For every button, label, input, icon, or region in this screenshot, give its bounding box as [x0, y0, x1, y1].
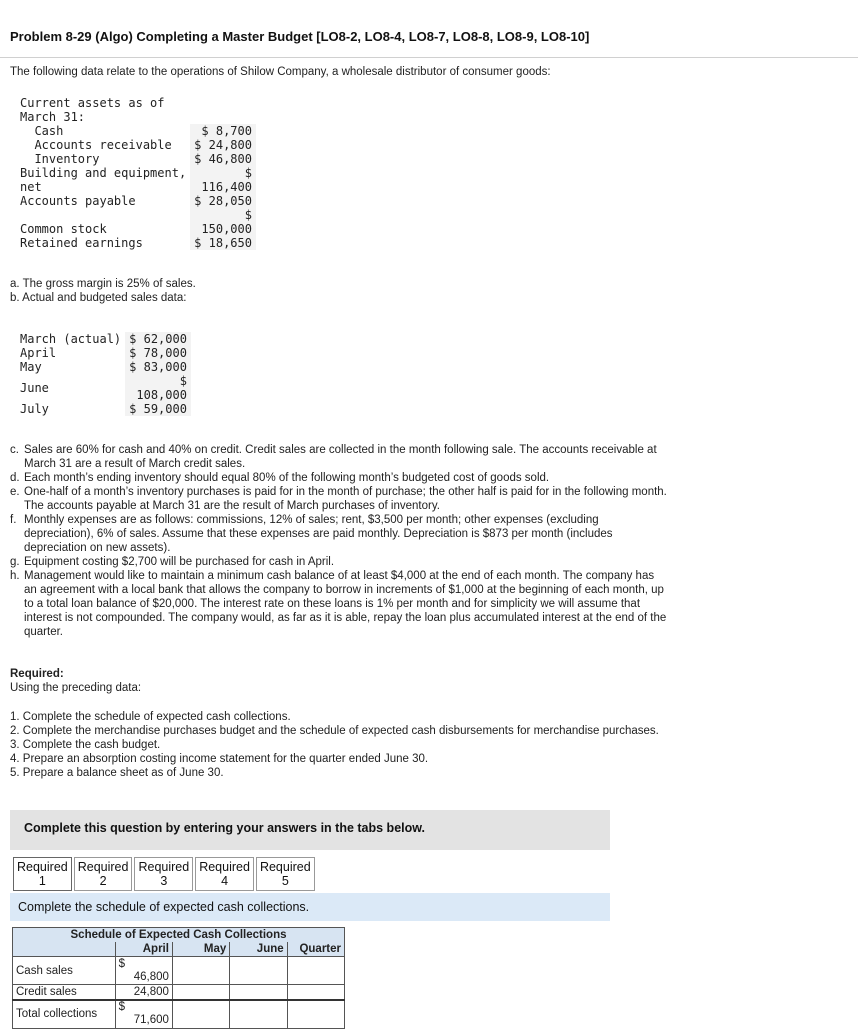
note-letter: e.	[10, 486, 20, 498]
table-row	[16, 346, 191, 360]
tab-label: Required	[138, 860, 190, 874]
row-label: April	[20, 346, 57, 360]
table-row	[16, 360, 191, 374]
table-header-row	[13, 942, 345, 957]
row-label: May	[20, 360, 42, 374]
note-text: Monthly expenses are as follows: commissions, 12% of sales; rent, $3,500 per month; other expenses (excluding depreciation), 6% of sales. Assume that these expenses are paid monthly. Depreciation is $873 per month (includes depreciation on new assets).	[24, 514, 613, 554]
row-label: net	[20, 180, 42, 194]
note-item	[10, 471, 670, 485]
row-value: $ 83,000	[125, 360, 191, 374]
notes-list	[10, 443, 670, 639]
balance-table	[16, 124, 256, 250]
quarter-credit-sales-input[interactable]	[287, 985, 344, 1001]
tab-number: 1	[38, 874, 46, 888]
balance-heading-line: Current assets as of	[20, 96, 165, 110]
column-header: Quarter	[287, 942, 344, 957]
instruction-text: Complete the schedule of expected cash collections.	[18, 900, 310, 914]
column-header: June	[230, 942, 287, 957]
row-label: Accounts receivable	[20, 138, 172, 152]
dollar-sign: $	[118, 957, 126, 970]
april-cash-sales: 46,800	[133, 970, 169, 983]
header-blank	[13, 942, 116, 957]
note-text: Sales are 60% for cash and 40% on credit. Credit sales are collected in the month following sale. The accounts receivable at March 31 are a result of March credit sales.	[24, 444, 657, 470]
note-letter: g.	[10, 556, 20, 568]
table-row	[16, 194, 256, 208]
row-value: $ 28,050	[190, 194, 256, 208]
row-value: $ 62,000	[125, 332, 191, 346]
quarter-cash-sales-input[interactable]	[287, 957, 344, 985]
tab-required-2[interactable]	[74, 857, 133, 891]
table-row	[16, 332, 191, 346]
table-row	[16, 374, 191, 402]
table-row	[16, 166, 256, 180]
note-text: Equipment costing $2,700 will be purchased for cash in April.	[24, 556, 335, 568]
row-value-part: $	[179, 374, 187, 388]
row-label: Building and equipment,	[20, 166, 187, 180]
intro-text: The following data relate to the operations of Shilow Company, a wholesale distributor of consumer goods:	[10, 66, 551, 78]
row-label: July	[20, 402, 49, 416]
schedule-title: Schedule of Expected Cash Collections	[13, 928, 345, 943]
required-heading: Required:	[10, 668, 64, 680]
tab-number: 3	[160, 874, 168, 888]
required-intro: Using the preceding data:	[10, 682, 142, 694]
row-value: $ 24,800	[190, 138, 256, 152]
table-row	[16, 222, 256, 236]
june-cash-sales-input[interactable]	[230, 957, 287, 985]
row-value: $ 46,800	[190, 152, 256, 166]
row-value: 116,400	[190, 180, 256, 194]
table-row	[13, 957, 345, 985]
problem-title: Problem 8-29 (Algo) Completing a Master Budget [LO8-2, LO8-4, LO8-7, LO8-8, LO8-9, LO8-10]	[10, 29, 590, 44]
april-credit-sales: 24,800	[115, 985, 172, 1001]
instruction-banner	[10, 893, 610, 921]
tab-required-5[interactable]	[256, 857, 315, 891]
april-total-collections: 71,600	[133, 1014, 169, 1027]
row-value: $ 18,650	[190, 236, 256, 250]
tab-number: 4	[221, 874, 229, 888]
note-item	[10, 555, 670, 569]
row-value: $ 8,700	[190, 124, 256, 138]
note-item	[10, 569, 670, 639]
note-item	[10, 485, 670, 513]
row-value: $	[190, 166, 256, 180]
dollar-sign: $	[118, 1001, 126, 1014]
note-b: b. Actual and budgeted sales data:	[10, 292, 187, 304]
cash-collections-table	[12, 927, 345, 1029]
row-label: Retained earnings	[20, 236, 143, 250]
row-value: $	[190, 208, 256, 222]
note-text: One-half of a month’s inventory purchases is paid for in the month of purchase; the other half is paid for in the following month. The accounts payable at March 31 are the result of March purchases of inventory.	[24, 486, 667, 512]
row-value: 150,000	[190, 222, 256, 236]
row-label: Inventory	[20, 152, 100, 166]
divider	[0, 57, 858, 58]
table-title-row	[13, 928, 345, 943]
required-tabs	[13, 857, 317, 891]
note-item	[10, 443, 670, 471]
table-row	[16, 402, 191, 416]
required-item: 2. Complete the merchandise purchases budget and the schedule of expected cash disbursements for merchandise purchases.	[10, 725, 659, 737]
row-value: $ 78,000	[125, 346, 191, 360]
may-cash-sales-input[interactable]	[172, 957, 229, 985]
required-item: 4. Prepare an absorption costing income statement for the quarter ended June 30.	[10, 753, 429, 765]
column-header: April	[115, 942, 172, 957]
tab-label: Required	[199, 860, 250, 874]
tab-label: Required	[77, 860, 129, 874]
row-value	[125, 374, 191, 402]
required-item: 5. Prepare a balance sheet as of June 30.	[10, 767, 224, 779]
note-letter: f.	[10, 514, 17, 526]
row-label: Accounts payable	[20, 194, 136, 208]
required-list	[10, 710, 670, 780]
note-text: Management would like to maintain a minimum cash balance of at least $4,000 at the end of each month. The company has an agreement with a local bank that allows the company to borrow in increments of $1,000 at the beginning of each month, up to a total loan balance of $20,000. The interest rate on these loans is 1% per month and for simplicity we will assume that interest is not compounded. The company would, as far as it is able, repay the loan plus accumulated interest at the end of the quarter.	[24, 570, 667, 638]
required-item: 3. Complete the cash budget.	[10, 739, 161, 751]
balance-heading-line: March 31:	[20, 110, 86, 124]
note-letter: h.	[10, 570, 20, 582]
tab-required-4[interactable]	[195, 857, 254, 891]
tab-required-3[interactable]	[134, 857, 193, 891]
complete-question-banner	[10, 810, 610, 850]
table-row	[16, 208, 256, 222]
table-row	[13, 985, 345, 1001]
column-header: May	[172, 942, 229, 957]
row-label: Total collections	[13, 1000, 116, 1028]
april-value	[115, 957, 172, 985]
balance-heading	[20, 96, 165, 124]
table-row	[16, 236, 256, 250]
note-a: a. The gross margin is 25% of sales.	[10, 278, 196, 290]
required-item: 1. Complete the schedule of expected cash collections.	[10, 711, 291, 723]
tab-label: Required	[259, 860, 311, 874]
table-row	[16, 180, 256, 194]
note-letter: d.	[10, 472, 20, 484]
row-label: Credit sales	[13, 985, 116, 1001]
row-label: Cash	[20, 124, 64, 138]
table-row	[16, 138, 256, 152]
june-credit-sales-input[interactable]	[230, 985, 287, 1001]
note-item	[10, 513, 670, 555]
table-row	[16, 124, 256, 138]
row-value-part: 108,000	[136, 388, 187, 402]
row-label: March (actual)	[20, 332, 122, 346]
complete-question-text: Complete this question by entering your answers in the tabs below.	[24, 821, 425, 835]
row-label: Cash sales	[13, 957, 116, 985]
tab-required-1[interactable]	[13, 857, 72, 891]
tab-label: Required	[17, 860, 68, 874]
row-label: June	[20, 381, 49, 395]
note-text: Each month’s ending inventory should equal 80% of the following month’s budgeted cost of goods sold.	[24, 472, 550, 484]
tab-number: 5	[281, 874, 289, 888]
tab-number: 2	[99, 874, 107, 888]
may-credit-sales-input[interactable]	[172, 985, 229, 1001]
sales-table	[16, 332, 191, 416]
row-label	[16, 208, 190, 222]
row-value: $ 59,000	[125, 402, 191, 416]
row-label: Common stock	[20, 222, 107, 236]
table-row	[16, 152, 256, 166]
note-letter: c.	[10, 444, 19, 456]
